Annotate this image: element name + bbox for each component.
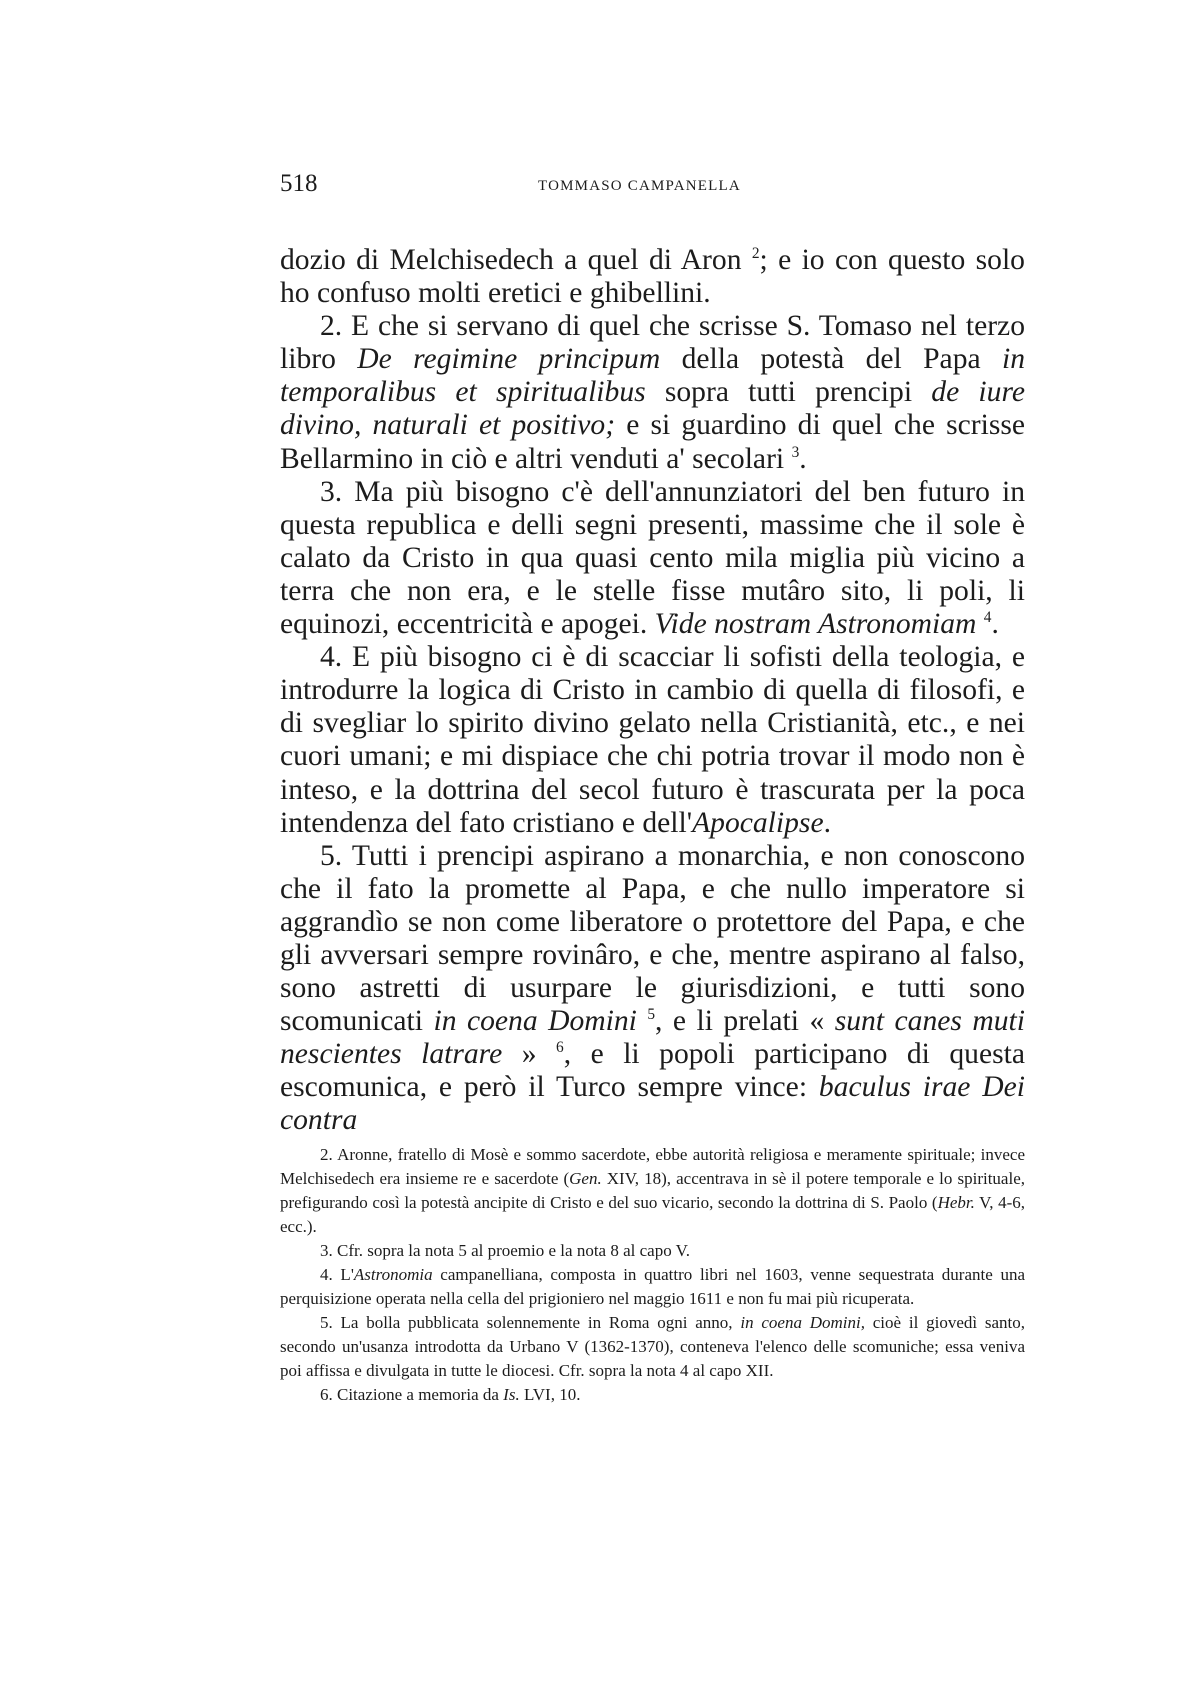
italic-text: Vide nostram Astronomiam bbox=[654, 608, 977, 641]
paragraph-4: 4. E più bisogno ci è di scacciar li sofisti della teologia, e introdurre la logica di Cristo in cambio di quella di filosofi, e di svegliar lo spirito divino gelato nella Cristianità, etc., e nei cuori umani; e mi dispiace che chi potria trovar il modo non è inteso, e la dottrina del secol futuro è trascurata per la poca intendenza del fato cristiano e dell'Apocalipse. bbox=[280, 641, 1025, 839]
page-header bbox=[280, 170, 920, 210]
footnote-2: 2. Aronne, fratello di Mosè e sommo sacerdote, ebbe autorità religiosa e meramente spirituale; invece Melchisedech era insieme re e sacerdote (Gen. XIV, 18), accentrava in sè il potere temporale e lo spirituale, prefigurando così la potestà ancipite di Cristo e del suo vicario, secondo la dottrina di S. Paolo (Hebr. V, 4-6, ecc.). bbox=[280, 1145, 1025, 1236]
footnotes bbox=[280, 1143, 1025, 1407]
italic-text: in temporalibus et spiritualibus bbox=[280, 343, 1026, 409]
footnote-ref-2[interactable]: 2 bbox=[751, 245, 760, 263]
italic-text: in coena Domini bbox=[433, 1005, 637, 1038]
running-head: TOMMASO CAMPANELLA bbox=[538, 178, 741, 194]
paragraph-5: 5. Tutti i prencipi aspirano a monarchia, e non conoscono che il fato la promette al Papa, e che nullo imperatore si aggrandìo se non come liberatore o protettore del Papa, e che gli avversari sempre rovinâro, e che, mentre aspirano al falso, sono astretti di usurpare le giurisdizioni, e tutti sono scomunicati in coena Domini $^5$, e li prelati « sunt canes muti nescientes latrare » $^6$, e li popoli participano di questa escomunica, e però il Turco sempre vince: baculus irae Dei contra bbox=[280, 839, 1025, 1137]
paragraph-3: 3. Ma più bisogno c'è dell'annunziatori del ben futuro in questa republica e delli segni presenti, massime che il sole è calato da Cristo in qua quasi cento mila miglia più vicino a terra che non era, e le stelle fisse mutâro sito, li poli, li equinozi, eccentricità e apogei. Vide nostram Astronomiam $^4$. bbox=[280, 475, 1025, 641]
italic-text: Apocalipse bbox=[692, 806, 824, 839]
footnote-ref-3[interactable]: 3 bbox=[791, 443, 800, 461]
italic-text: sunt canes muti nescientes latrare bbox=[280, 1005, 1025, 1071]
italic-text: de iure divino, naturali et positivo; bbox=[280, 376, 1026, 442]
footnote-3: 3. Cfr. sopra la nota 5 al proemio e la nota 8 al capo V. bbox=[320, 1241, 690, 1260]
italic-text: baculus irae Dei contra bbox=[280, 1071, 1025, 1137]
footnote-ref-5[interactable]: 5 bbox=[647, 1006, 656, 1024]
footnote-4: 4. L'Astronomia campanelliana, composta in quattro libri nel 1603, venne sequestrata durante una perquisizione operata nella cella del prigioniero nel maggio 1611 e non fu mai più ricuperata. bbox=[280, 1265, 1025, 1308]
page-number: 518 bbox=[280, 170, 318, 197]
main-text bbox=[280, 244, 1025, 1138]
footnote-5: 5. La bolla pubblicata solennemente in Roma ogni anno, in coena Domini, cioè il giovedì santo, secondo un'usanza introdotta da Urbano V (1362-1370), conteneva l'elenco delle scomuniche; essa veniva poi affissa e divulgata in tutte le diocesi. Cfr. sopra la nota 4 al capo XII. bbox=[280, 1313, 1025, 1380]
footnote-6: 6. Citazione a memoria da Is. LVI, 10. bbox=[320, 1385, 581, 1404]
paragraph-2: 2. E che si servano di quel che scrisse S. Tomaso nel terzo libro De regimine principum della potestà del Papa in temporalibus et spiritualibus sopra tutti prencipi de iure divino, naturali et positivo; e si guardino di quel che scrisse Bellarmino in ciò e altri venduti a' secolari $^3$. bbox=[280, 310, 1026, 475]
italic-text: De regimine principum bbox=[357, 343, 661, 376]
footnote-ref-6[interactable]: 6 bbox=[556, 1039, 564, 1057]
footnote-ref-4[interactable]: 4 bbox=[983, 609, 992, 627]
paragraph-1: dozio di Melchisedech a quel di Aron $^2$; e io con questo solo ho confuso molti eretici e ghibellini. bbox=[280, 244, 1025, 310]
